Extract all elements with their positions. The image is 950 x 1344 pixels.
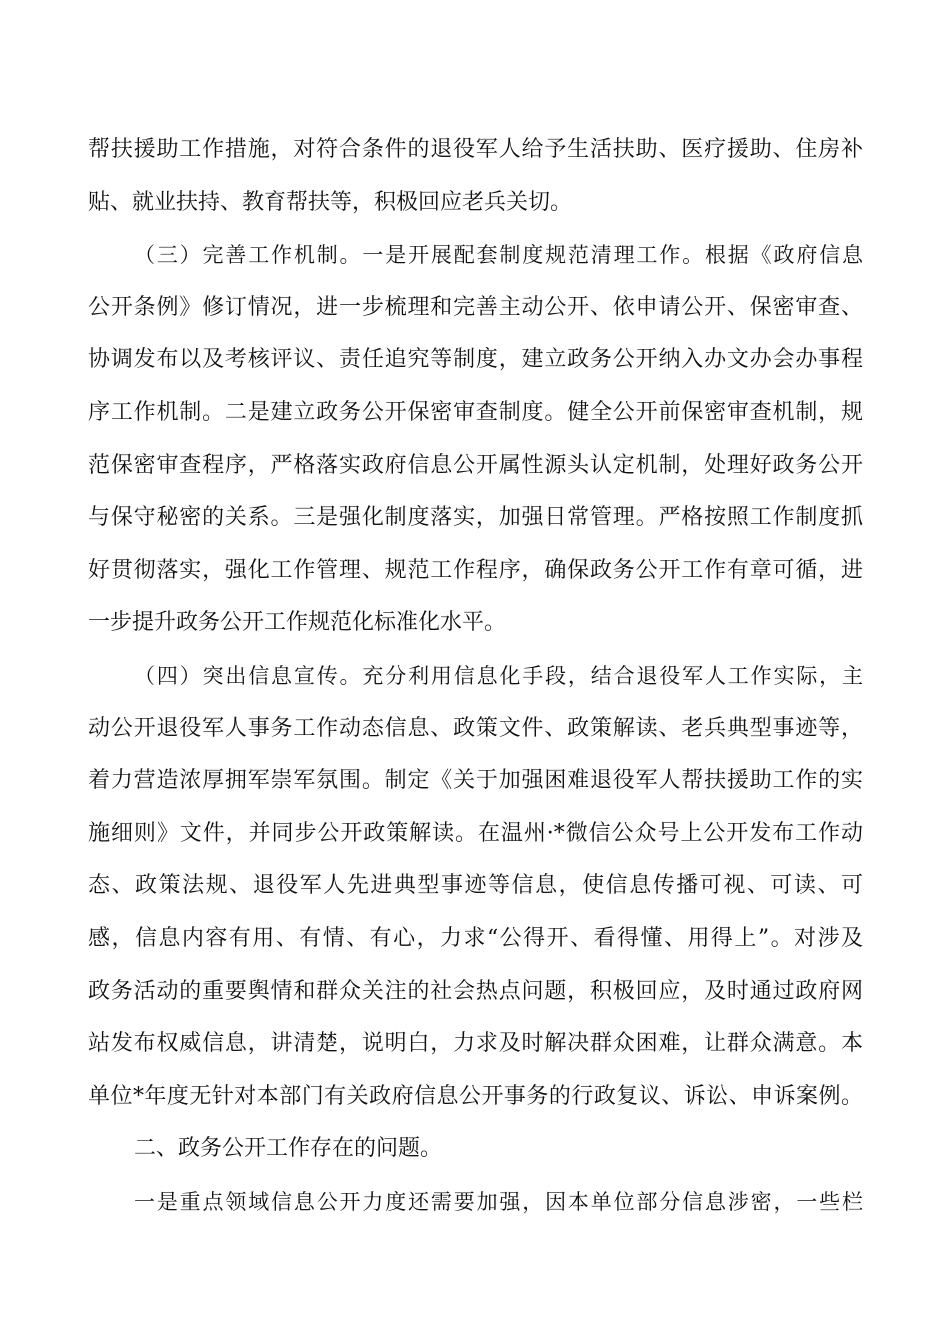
text-line: 站发布权威信息，讲清楚，说明白，力求及时解决群众困难，让群众满意。本	[88, 1031, 863, 1057]
document-body	[88, 130, 863, 1234]
paragraph-start-line: （三）完善工作机制。一是开展配套制度规范清理工作。根据《政府信息	[134, 243, 863, 268]
text-line: 一步提升政务公开工作规范化标准化水平。	[88, 610, 507, 636]
text-line: 动公开退役军人事务工作动态信息、政策文件、政策解读、老兵典型事迹等，	[88, 715, 863, 741]
text-line: 协调发布以及考核评议、责任追究等制度，建立政务公开纳入办文办会办事程	[88, 347, 863, 373]
text-line: 好贯彻落实，强化工作管理、规范工作程序，确保政务公开工作有章可循，进	[88, 557, 863, 583]
text-line: 着力营造浓厚拥军崇军氛围。制定《关于加强困难退役军人帮扶援助工作的实	[88, 768, 863, 794]
section-heading: 二、政务公开工作存在的问题。	[134, 1136, 443, 1162]
text-line: 态、政策法规、退役军人先进典型事迹等信息，使信息传播可视、可读、可	[88, 873, 863, 899]
text-line: 帮扶援助工作措施，对符合条件的退役军人给予生活扶助、医疗援助、住房补	[88, 137, 863, 162]
text-line: 与保守秘密的关系。三是强化制度落实，加强日常管理。严格按照工作制度抓	[88, 505, 863, 531]
text-line: 范保密审查程序，严格落实政府信息公开属性源头认定机制，处理好政务公开	[88, 452, 863, 478]
paragraph-start-line: （四）突出信息宣传。充分利用信息化手段，结合退役军人工作实际，主	[134, 663, 863, 688]
text-line: 感，信息内容有用、有情、有心，力求“公得开、看得懂、用得上”。对涉及	[88, 925, 863, 951]
text-line: 单位*年度无针对本部门有关政府信息公开事务的行政复议、诉讼、申诉案例。	[88, 1083, 863, 1109]
text-line: 序工作机制。二是建立政务公开保密审查制度。健全公开前保密审查机制，规	[88, 399, 863, 425]
text-line: 贴、就业扶持、教育帮扶等，积极回应老兵关切。	[88, 189, 573, 215]
text-line: 公开条例》修订情况，进一步梳理和完善主动公开、依申请公开、保密审查、	[88, 294, 863, 320]
paragraph-start-line: 一是重点领域信息公开力度还需要加强，因本单位部分信息涉密，一些栏	[134, 1189, 863, 1214]
text-line: 施细则》文件，并同步公开政策解读。在温州·*微信公众号上公开发布工作动	[88, 820, 863, 846]
text-line: 政务活动的重要舆情和群众关注的社会热点问题，积极回应，及时通过政府网	[88, 978, 863, 1004]
